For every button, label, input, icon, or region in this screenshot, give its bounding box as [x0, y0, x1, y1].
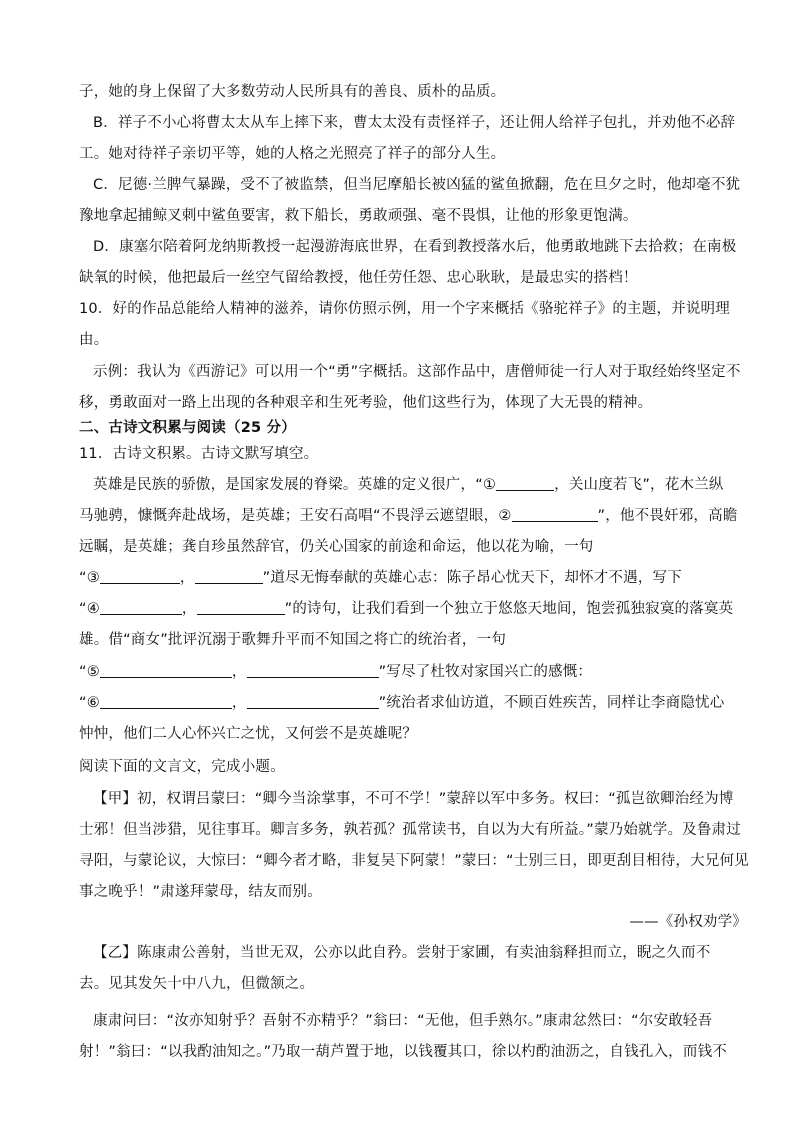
option-d-line2: 缺氧的时候，他把最后一丝空气留给教授，他任劳任怨、忠心耿耿，是最忠实的搭档！ [79, 270, 638, 286]
q11-line5: “④ ， ”的诗句，让我们看到一个独立于悠悠天地间，饱尝孤独寂寞的落寞英 [79, 601, 734, 617]
question-10-line1: 10．好的作品总能给人精神的滋养，请你仿照示例，用一个字来概括《骆驼祥子》的主题，并说明理 [79, 301, 730, 317]
q11-line4: “③ ， ”道尽无悔奉献的英雄心志：陈子昂心忧天下，却怀才不遇，写下 [79, 570, 682, 586]
passage-yi-line2: 去。见其发矢十中八九，但微颔之。 [79, 976, 315, 992]
blank-number-4: ④ [86, 601, 100, 617]
blank-1[interactable] [496, 476, 554, 491]
option-c-line1: C．尼德·兰脾气暴躁，受不了被监禁，但当尼摩船长被凶猛的鲨鱼掀翻，危在旦夕之时，他却毫不犹 [93, 177, 741, 193]
blank-number-1: ① [482, 477, 497, 493]
passage-jia-source: ——《孙权劝学》 [629, 914, 747, 930]
q11-line6: 雄。借“商女”批评沉溺于歌舞升平而不知国之将亡的统治者，一句 [79, 632, 507, 648]
question-10-example-line1: 示例：我认为《西游记》可以用一个“勇”字概括。这部作品中，唐僧师徒一行人对于取经始终坚定不 [93, 364, 741, 380]
option-c-continuation: 子，她的身上保留了大多数劳动人民所具有的善良、质朴的品质。 [79, 84, 506, 100]
blank-number-5: ⑤ [86, 664, 100, 680]
question-10-line2: 由。 [79, 332, 109, 348]
q11-line1: 英雄是民族的骄傲，是国家发展的脊梁。英雄的定义很广，“① ，关山度若飞”，花木兰纵 [93, 477, 724, 493]
blank-number-3: ③ [86, 570, 100, 586]
q11-line7: “⑤ ， ”写尽了杜牧对家国兴亡的感慨： [79, 664, 593, 680]
section-2-title: 二、古诗文积累与阅读（25 分） [79, 420, 296, 436]
option-c-line2: 豫地拿起捕鲸叉刺中鲨鱼要害，救下船长，勇敢顽强、毫不畏惧，让他的形象更饱满。 [79, 208, 638, 224]
question-11-title: 11．古诗文积累。古诗文默写填空。 [79, 446, 319, 462]
q11-line8: “⑥ ， ”统治者求仙访道，不顾百姓疾苦，同样让李商隐忧心 [79, 695, 725, 711]
passage-yi-line3: 康肃问曰：“汝亦知射乎？吾射不亦精乎？”翁曰：“无他，但手熟尔。”康肃忿然曰：“尔安敢轻吾 [93, 1013, 713, 1029]
q11-line9: 忡忡，他们二人心怀兴亡之忧，又何尝不是英雄呢？ [79, 726, 418, 742]
option-b-line2: 工。她对待祥子亲切平等，她的人格之光照亮了祥子的部分人生。 [79, 146, 506, 162]
q11-line2: 马驰骋，慷慨奔赴战场，是英雄；王安石高唱“不畏浮云遮望眼，② ”，他不畏奸邪，高瞻 [79, 508, 738, 524]
passage-yi-line4: 射！”翁曰：“以我酌油知之。”乃取一葫芦置于地，以钱覆其口，徐以杓酌油沥之，自钱孔入，而钱不 [79, 1044, 727, 1060]
blank-5a[interactable] [100, 663, 232, 678]
option-d-line1: D．康塞尔陪着阿龙纳斯教授一起漫游海底世界，在看到教授落水后，他勇敢地跳下去拾救；在南极 [93, 239, 737, 255]
blank-number-6: ⑥ [86, 695, 100, 711]
passage-jia-line3: 寻阳，与蒙论议，大惊曰：“卿今者才略，非复吴下阿蒙！”蒙曰：“士别三日，即更刮目相待，大兄何见 [79, 853, 749, 869]
passage-jia-line4: 事之晚乎！”肃遂拜蒙母，结友而别。 [79, 884, 322, 900]
question-10-example-line2: 移，勇敢面对一路上出现的各种艰辛和生死考验，他们这些行为，体现了大无畏的精神。 [79, 395, 653, 411]
blank-2[interactable] [512, 507, 598, 522]
blank-6a[interactable] [100, 694, 232, 709]
passage-yi-line1: 【乙】陈康肃公善射，当世无双，公亦以此自矜。尝射于家圃，有卖油翁释担而立，睨之久而不 [93, 945, 711, 961]
passage-jia-line1: 【甲】初，权谓吕蒙曰：“卿今当涂掌事，不可不学！”蒙辞以军中多务。权曰：“孤岂欲卿治经为博 [93, 791, 734, 807]
blank-number-2: ② [498, 508, 512, 524]
reading-intro: 阅读下面的文言文，完成小题。 [79, 759, 285, 775]
blank-3b[interactable] [195, 569, 263, 584]
blank-4a[interactable] [100, 600, 182, 615]
q11-line3: 远瞩，是英雄；龚自珍虽然辞官，仍关心国家的前途和命运，他以花为喻，一句 [79, 539, 594, 555]
blank-5b[interactable] [247, 663, 379, 678]
blank-4b[interactable] [197, 600, 285, 615]
passage-jia-line2: 士邪！但当涉猎，见往事耳。卿言多务，孰若孤？孤常读书，自以为大有所益。”蒙乃始就学。及鲁肃过 [79, 822, 741, 838]
option-b-line1: B．祥子不小心将曹太太从车上摔下来，曹太太没有责怪祥子，还让佣人给祥子包扎，并劝他不必辞 [93, 115, 736, 131]
blank-6b[interactable] [247, 694, 379, 709]
blank-3a[interactable] [100, 569, 180, 584]
